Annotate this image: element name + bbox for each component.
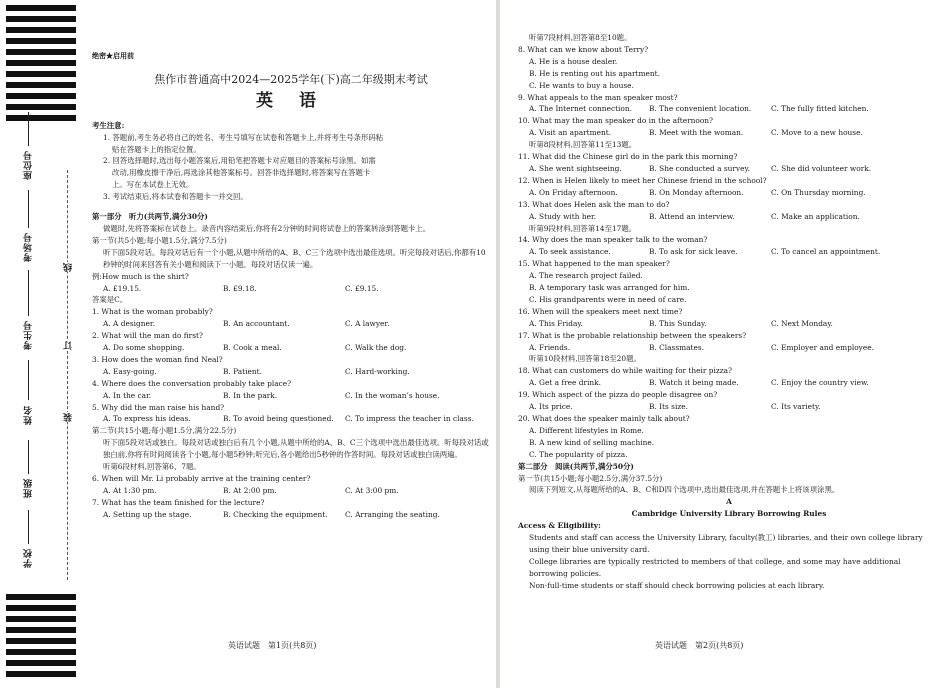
option: C. Walk the dog. [345, 343, 407, 353]
option: C. Move to a new house. [771, 128, 863, 138]
cut-mark-bind: 订 [64, 340, 74, 350]
binding-strip-top [6, 5, 76, 126]
listen-note: 听第8段材料,回答第11至13题。 [529, 140, 637, 150]
cut-mark-install: 装 [64, 412, 74, 422]
question-options [518, 211, 940, 223]
question-options [518, 377, 940, 389]
question-options [518, 401, 940, 413]
option: A. In the car. [103, 390, 152, 400]
subject-title: 英 语 [256, 90, 326, 111]
part2-section1-title: 第一节(共15小题;每小题2.5分,满分37.5分) [518, 473, 663, 483]
option: B. A temporary task was arranged for him. [529, 283, 690, 293]
page-1-content [92, 50, 490, 521]
option: A. Easy-going. [103, 366, 157, 376]
option: B. Attend an interview. [649, 211, 735, 221]
question-options [92, 366, 490, 378]
option: B. Its size. [649, 402, 688, 412]
question-options [92, 413, 490, 425]
option: B. Checking the equipment. [223, 509, 328, 519]
question-options [518, 127, 940, 139]
notice-line: 2. 回答选择题时,选出每小题答案后,用铅笔把答题卡对应题目的答案标号涂黑。如需 [103, 156, 376, 166]
question-text: 12. When is Helen likely to meet her Chinese friend in the school? [518, 175, 767, 185]
question-text: 18. What can customers do while waiting for their pizza? [518, 366, 733, 376]
option: A. At 1:30 pm. [103, 485, 157, 495]
option: C. Arranging the seating. [345, 509, 440, 519]
option: C. In the woman’s house. [345, 390, 440, 400]
option: B. Classmates. [649, 342, 705, 352]
option: B. At 2:00 pm. [223, 485, 277, 495]
exam-title: 焦作市普通高中2024—2025学年(下)高二年级期末考试 [154, 72, 428, 86]
section2-title: 第二节(共15小题;每小题1.5分,满分22.5分) [92, 426, 237, 436]
option: C. £9.15. [345, 283, 379, 293]
notice-line: 3. 考试结束后,将本试卷和答题卡一并交回。 [103, 192, 248, 202]
question-options [518, 187, 940, 199]
option: B. To ask for sick leave. [649, 247, 738, 257]
option: A. Get a free drink. [529, 378, 601, 388]
option: A. The Internet connection. [529, 104, 632, 114]
class-line[interactable] [28, 440, 29, 474]
option: C. The popularity of pizza. [529, 449, 628, 459]
passage-title: Cambridge University Library Borrowing Rules [631, 509, 827, 519]
listen-note: 听第7段材料,回答第8至10题。 [529, 33, 632, 42]
option: B. She conducted a survey. [649, 163, 751, 173]
example-answer: 答案是C。 [92, 295, 128, 305]
option: C. Employer and employee. [771, 342, 874, 352]
question-text: 3. How does the woman find Neal? [92, 354, 223, 364]
option: C. Hard-working. [345, 366, 410, 376]
option: A. Visit an apartment. [529, 128, 612, 138]
listen-note: 听第9段材料,回答第14至17题。 [529, 223, 637, 233]
part2-intro: 阅读下列短文,从每题所给的A、B、C和D四个选项中,选出最佳选项,并在答题卡上将该项涂黑。 [529, 485, 840, 495]
option: C. He wants to buy a house. [529, 80, 634, 90]
option: A. To seek assistance. [529, 247, 611, 257]
question-text: 11. What did the Chinese girl do in the park this morning? [518, 152, 738, 162]
question-text: 20. What does the speaker mainly talk about? [518, 414, 690, 423]
question-text: 8. What can we know about Terry? [518, 44, 649, 54]
name-line[interactable] [28, 360, 29, 400]
candidate-number-label: 考生号 [24, 320, 34, 350]
option: B. Meet with the woman. [649, 128, 744, 138]
question-text: 1. What is the woman probably? [92, 307, 213, 317]
question-options [518, 163, 940, 175]
option: A. Its price. [529, 402, 573, 412]
option: B. To avoid being questioned. [223, 414, 334, 424]
section1-intro: 听下面5段对话。每段对话后有一个小题,从题中所给的A、B、C三个选项中选出最佳选项。听完每段对话后,你都有10秒钟的时间来回答有关小题和阅读下一小题。每段对话仅读一遍。 [103, 247, 486, 269]
question-options [518, 246, 940, 258]
option: A. To express his ideas. [103, 414, 191, 424]
question-text: 17. What is the probable relationship between the speakers? [518, 330, 747, 340]
page-2-footer: 英语试题 第2页(共8页) [655, 641, 744, 650]
option: A. Do some shopping. [103, 343, 185, 353]
room-number-line[interactable] [28, 190, 29, 228]
secret-mark: 绝密★启用前 [92, 51, 134, 60]
part2-title: 第二部分 阅读(共两节,满分50分) [518, 461, 634, 471]
cut-mark-line: 线 [64, 262, 74, 272]
option: C. To cancel an appointment. [771, 247, 881, 257]
question-text: 2. What will the man do first? [92, 331, 203, 341]
question-text: 4. Where does the conversation probably take place? [92, 378, 292, 388]
section2-questions [92, 473, 490, 521]
option: C. At 3:00 pm. [345, 485, 399, 495]
option: A. A designer. [103, 319, 155, 329]
question-options [92, 318, 490, 330]
passage-paragraph: College libraries are typically restricted to members of that college, and some may have additional borrowing policies. [529, 556, 901, 578]
part1-intro: 做题时,先将答案标在试卷上。录音内容结束后,你将有2分钟的时间将试卷上的答案转涂到答题卡上。 [103, 223, 431, 233]
name-label: 姓名 [24, 405, 34, 425]
listen-note: 听第6段材料,回答第6、7题。 [103, 462, 201, 472]
question-text: 16. When will the speakers meet next time? [518, 306, 683, 316]
room-number-label: 考场号 [24, 232, 34, 262]
option: B. Patient. [223, 366, 262, 376]
option: A. £19.15. [103, 283, 142, 293]
question-options [518, 318, 940, 330]
option: C. A lawyer. [345, 319, 390, 329]
passage-paragraph: Students and staff can access the University Library, faculty(教工) libraries, and their own college library using their blue university card. [529, 533, 923, 554]
option: B. He is renting out his apartment. [529, 68, 660, 78]
question-text: 14. Why does the man speaker talk to the woman? [518, 235, 708, 245]
notice-line: 上。写在本试卷上无效。 [112, 180, 194, 190]
option: B. The convenient location. [649, 104, 752, 114]
option: A. Different lifestyles in Rome. [529, 425, 644, 435]
cut-line [67, 170, 68, 580]
question-options [92, 509, 490, 521]
option: A. Study with her. [529, 211, 597, 221]
option: B. Watch it being made. [649, 378, 739, 388]
option: A. This Friday. [529, 318, 583, 328]
example-question: 例:How much is the shirt? [92, 271, 189, 281]
option: C. Its variety. [771, 402, 821, 412]
example-options [92, 283, 490, 295]
class-label: 班级 [24, 478, 34, 498]
passage-paragraph: Non-full-time students or staff should check borrowing policies at each library. [529, 580, 825, 590]
question-text: 19. Which aspect of the pizza do people disagree on? [518, 390, 718, 400]
access-title: Access & Eligibility: [518, 521, 601, 531]
option: A. On Friday afternoon. [529, 187, 618, 197]
notice-line: 改动,用橡皮擦干净后,再选涂其他答案标号。回答非选择题时,将答案写在答题卡 [112, 168, 371, 178]
question-text: 13. What does Helen ask the man to do? [518, 199, 670, 209]
seat-number-line[interactable] [28, 112, 29, 146]
section2-questions-continued [518, 44, 940, 461]
option: B. Cook a meal. [223, 343, 282, 353]
section1-title: 第一节(共5小题;每小题1.5分,满分7.5分) [92, 235, 227, 245]
option: A. Setting up the stage. [103, 509, 192, 519]
option: B. A new kind of selling machine. [529, 437, 655, 447]
question-options [92, 485, 490, 497]
listen-note: 听第10段材料,回答第18至20题。 [529, 354, 641, 364]
binding-strip-bottom [6, 594, 76, 682]
school-label: 学校 [24, 548, 34, 568]
option: C. On Thursday morning. [771, 187, 866, 197]
question-text: 5. Why did the man raise his hand? [92, 402, 225, 412]
option: C. Make an application. [771, 211, 860, 221]
school-line[interactable] [28, 510, 29, 544]
notice-line: 1. 答题前,考生务必将自己的姓名、考生号填写在试卷和答题卡上,并将考生号条形码粘 [103, 132, 384, 142]
candidate-number-line[interactable] [28, 270, 29, 316]
option: C. Next Monday. [771, 318, 833, 328]
option: C. Enjoy the country view. [771, 378, 869, 388]
option: B. On Monday afternoon. [649, 187, 744, 197]
seat-number-label: 座位号 [24, 150, 34, 180]
option: C. She did volunteer work. [771, 163, 872, 173]
option: C. The fully fitted kitchen. [771, 104, 869, 114]
option: B. This Sunday. [649, 318, 707, 328]
option: A. The research project failed. [529, 271, 643, 281]
page-1-footer: 英语试题 第1页(共8页) [228, 641, 317, 650]
part1-title: 第一部分 听力(共两节,满分30分) [92, 212, 208, 222]
notice-title: 考生注意: [92, 120, 125, 130]
question-text: 15. What happened to the man speaker? [518, 259, 670, 269]
question-text: 7. What has the team finished for the lecture? [92, 497, 265, 507]
question-options [518, 342, 940, 354]
question-options [92, 342, 490, 354]
option: A. He is a house dealer. [529, 56, 618, 66]
section2-intro: 听下面5段对话或独白。每段对话或独白后有几个小题,从题中所给的A、B、C三个选项中选出最佳选项。听每段对话或独白前,你将有时间阅读各个小题,每小题5秒钟;听完后,各小题给出5秒钟的作答时间。每段对话或独白读两遍。 [103, 438, 489, 460]
question-text: 6. When will Mr. Li probably arrive at the training center? [92, 474, 311, 483]
question-text: 9. What appeals to the man speaker most? [518, 92, 678, 102]
option: A. Friends. [529, 342, 571, 352]
question-options [92, 390, 490, 402]
option: B. In the park. [223, 390, 278, 400]
question-options [518, 103, 940, 115]
passage-letter: A [726, 497, 732, 507]
option: C. His grandparents were in need of care. [529, 294, 687, 304]
question-text: 10. What may the man speaker do in the afternoon? [518, 116, 713, 126]
option: A. She went sightseeing. [529, 163, 622, 173]
section1-questions [92, 306, 490, 425]
option: B. An accountant. [223, 319, 290, 329]
page-2-content [518, 33, 940, 592]
option: B. £9.18. [223, 283, 257, 293]
option: C. To impress the teacher in class. [345, 414, 474, 424]
notice-line: 贴在答题卡上的指定位置。 [112, 144, 201, 154]
